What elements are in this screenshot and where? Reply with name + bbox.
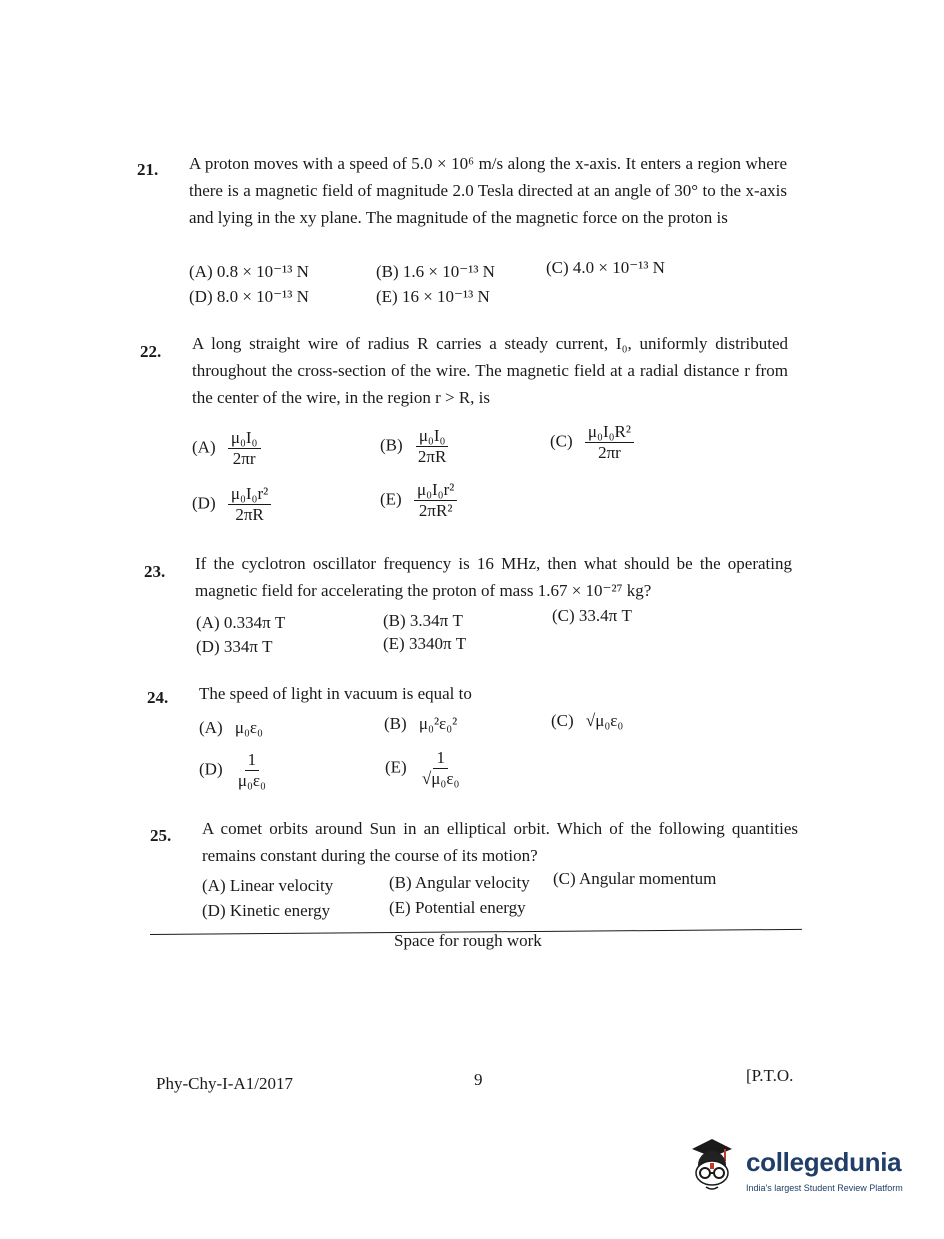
fraction xyxy=(585,422,634,463)
logo-wordmark: collegedunia xyxy=(746,1147,902,1177)
option-label: (E) xyxy=(385,757,407,777)
option: (D) Kinetic energy xyxy=(202,901,331,920)
question-text: A comet orbits around Sun in an elliptical orbit. Which of the following quantities remains constant during the course of its motion? xyxy=(202,819,798,865)
option-label: (E) xyxy=(380,489,402,509)
question-number: 25. xyxy=(150,826,172,845)
option: (C) 4.0 × 10⁻¹³ N xyxy=(546,258,665,277)
fraction xyxy=(414,480,457,521)
option: (C) 33.4π T xyxy=(552,606,632,625)
option xyxy=(550,422,634,463)
fraction xyxy=(415,426,449,467)
option: (A) 0.334π T xyxy=(196,613,286,632)
option-label: (A) xyxy=(199,718,223,737)
question-number: 22. xyxy=(140,342,162,361)
option: (A) Linear velocity xyxy=(202,876,334,895)
question-text: If the cyclotron oscillator frequency is 16 MHz, then what should be the operating magnetic field for accelerating the proton of mass 1.67 × 10⁻²⁷ kg? xyxy=(195,554,792,600)
option xyxy=(199,750,269,791)
option-label: (A) xyxy=(192,437,216,457)
option: (E) Potential energy xyxy=(389,898,526,917)
numerator: μ₀I₀ xyxy=(416,426,449,447)
option-label: (D) xyxy=(199,759,223,779)
rough-work-label: Space for rough work xyxy=(394,931,542,950)
option: (E) 16 × 10⁻¹³ N xyxy=(376,287,490,306)
option-label: (D) xyxy=(192,493,216,513)
option xyxy=(380,480,457,521)
numerator: μ₀I₀ xyxy=(228,428,261,449)
option: (B) Angular velocity xyxy=(389,873,530,892)
option: (D) 8.0 × 10⁻¹³ N xyxy=(189,287,309,306)
exam-code: Phy-Chy-I-A1/2017 xyxy=(156,1074,293,1093)
option xyxy=(384,714,457,734)
question-text: A long straight wire of radius R carries a steady current, I₀, uniformly distributed throughout the cross-section of the wire. The magnetic field at a radial distance r from the center of the wire, in the region r > R, is xyxy=(192,334,788,407)
numerator: 1 xyxy=(433,748,448,769)
expression: √μ₀ε₀ xyxy=(585,711,624,730)
denominator: 2πR xyxy=(235,505,264,524)
option xyxy=(192,484,271,525)
expression: μ₀²ε₀² xyxy=(418,714,458,733)
fraction xyxy=(235,750,269,791)
option xyxy=(551,711,623,731)
option-label: (C) xyxy=(551,711,574,730)
option: (A) 0.8 × 10⁻¹³ N xyxy=(189,262,309,281)
option-label: (C) xyxy=(550,431,573,451)
student-mascot-icon xyxy=(686,1135,742,1197)
numerator: μ₀I₀r² xyxy=(228,484,271,505)
denominator: μ₀ε₀ xyxy=(237,771,266,790)
option: (B) 1.6 × 10⁻¹³ N xyxy=(376,262,495,281)
option xyxy=(192,428,261,469)
page-number: 9 xyxy=(474,1070,483,1089)
question-number: 24. xyxy=(147,688,169,707)
option: (B) 3.34π T xyxy=(383,611,463,630)
collegedunia-logo xyxy=(686,1135,916,1201)
option: (C) Angular momentum xyxy=(553,869,717,888)
logo-tagline: India's largest Student Review Platform xyxy=(746,1183,903,1193)
pto-label: [P.T.O. xyxy=(746,1066,794,1085)
denominator: 2πr xyxy=(232,449,256,468)
option-label: (B) xyxy=(384,714,407,733)
question-text: The speed of light in vacuum is equal to xyxy=(199,684,472,703)
question-number: 21. xyxy=(137,160,159,179)
numerator: 1 xyxy=(245,750,260,771)
denominator: 2πR² xyxy=(418,501,453,520)
denominator: 2πR xyxy=(417,447,447,466)
fraction xyxy=(419,748,462,789)
denominator: √μ₀ε₀ xyxy=(421,769,460,788)
option: (D) 334π T xyxy=(196,637,273,656)
expression: μ₀ε₀ xyxy=(234,718,263,737)
option: (E) 3340π T xyxy=(383,634,467,653)
question-text: A proton moves with a speed of 5.0 × 10⁶ m/s along the x-axis. It enters a region where there is a magnetic field of magnitude 2.0 Tesla directed at an angle of 30° to the x-axis and lying in the xy plane. The magnitude of the magnetic force on the proton is xyxy=(189,154,787,227)
fraction xyxy=(228,484,271,525)
option xyxy=(385,748,462,789)
option xyxy=(380,426,449,467)
numerator: μ₀I₀r² xyxy=(414,480,457,501)
question-number: 23. xyxy=(144,562,166,581)
option xyxy=(199,718,263,738)
option-label: (B) xyxy=(380,435,403,455)
numerator: μ₀I₀R² xyxy=(585,422,634,443)
fraction xyxy=(228,428,261,469)
denominator: 2πr xyxy=(598,443,621,462)
